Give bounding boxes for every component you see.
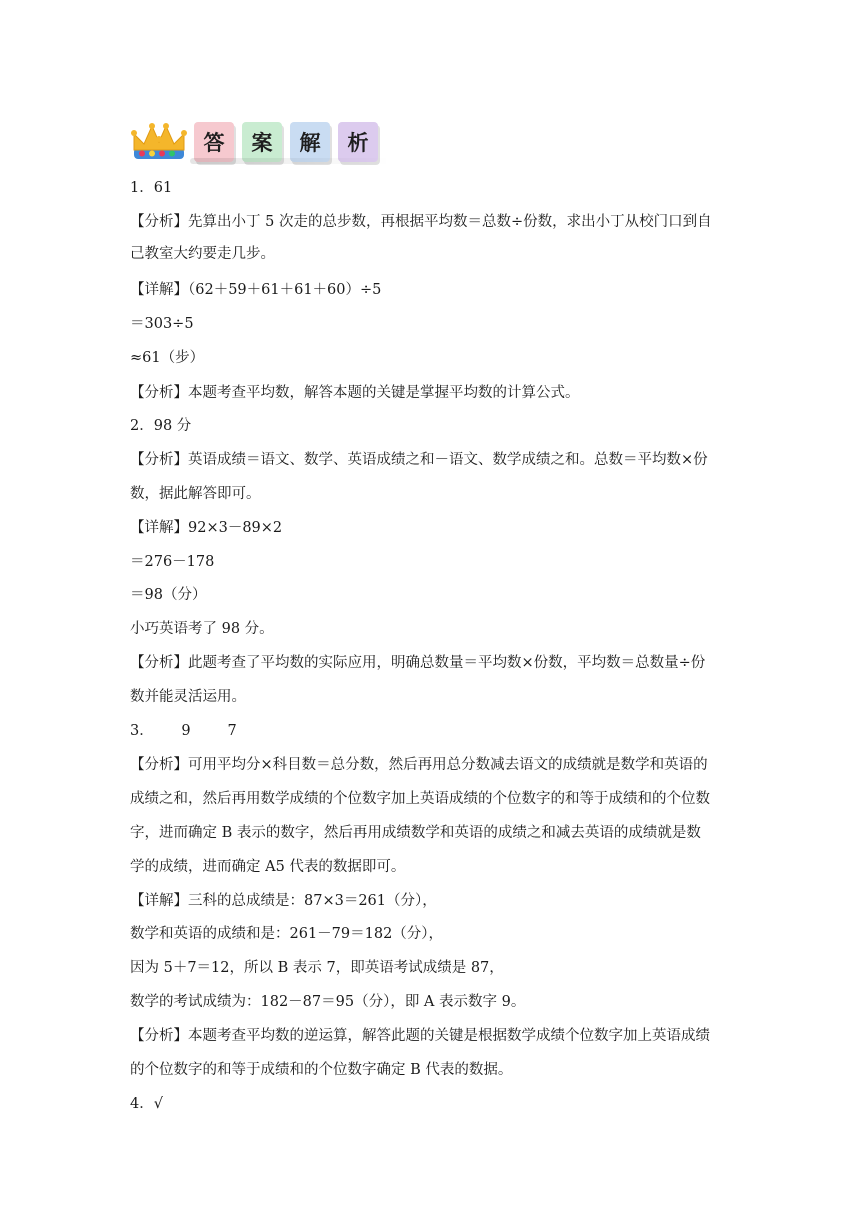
q2-comment-line-2: 数并能灵活运用。 bbox=[130, 689, 246, 705]
q1-analysis-line-2: 己教室大约要走几步。 bbox=[130, 246, 275, 262]
q1-detail-line-2: ＝303÷5 bbox=[130, 316, 194, 332]
q3-comment-line-1: 【分析】本题考查平均数的逆运算，解答此题的关键是根据数学成绩个位数字加上英语成绩 bbox=[130, 1028, 710, 1044]
q1-detail-line-3: ≈61（步） bbox=[130, 350, 205, 366]
q3-detail-line-3: 因为 5＋7＝12，所以 B 表示 7，即英语考试成绩是 87， bbox=[130, 960, 504, 976]
q3-comment-line-2: 的个位数字的和等于成绩和的个位数字确定 B 代表的数据。 bbox=[130, 1062, 513, 1078]
q2-detail-line-1: 【详解】92×3－89×2 bbox=[130, 520, 283, 536]
q2-analysis-line-2: 数，据此解答即可。 bbox=[130, 486, 261, 502]
q3-analysis-line-3: 字，进而确定 B 表示的数字，然后再用成绩数学和英语的成绩之和减去英语的成绩就是数 bbox=[130, 825, 701, 841]
crown-icon bbox=[130, 122, 188, 162]
q2-detail-line-2: ＝276－178 bbox=[130, 554, 215, 570]
banner-tile-2: 案 bbox=[242, 122, 282, 162]
q3-detail-line-4: 数学的考试成绩为：182－87＝95（分），即 A 表示数字 9。 bbox=[130, 994, 526, 1010]
answer-analysis-banner bbox=[130, 118, 386, 162]
q3-detail-line-1: 【详解】三科的总成绩是：87×3＝261（分）， bbox=[130, 893, 437, 909]
q3-analysis-line-4: 学的成绩，进而确定 A5 代表的数据即可。 bbox=[130, 859, 406, 875]
q2-analysis-line-1: 【分析】英语成绩＝语文、数学、英语成绩之和－语文、数学成绩之和。总数＝平均数×份 bbox=[130, 452, 708, 468]
q3-answer: 3． 9 7 bbox=[130, 723, 237, 739]
q2-comment-line-1: 【分析】此题考查了平均数的实际应用，明确总数量＝平均数×份数，平均数＝总数量÷份 bbox=[130, 655, 706, 671]
banner-tile-1: 答 bbox=[194, 122, 234, 162]
q3-analysis-line-1: 【分析】可用平均分×科目数＝总分数，然后再用总分数减去语文的成绩就是数学和英语的 bbox=[130, 757, 708, 773]
q2-detail-line-3: ＝98（分） bbox=[130, 587, 207, 603]
banner-tile-4: 析 bbox=[338, 122, 378, 162]
q4-answer: 4．√ bbox=[130, 1096, 163, 1112]
q1-answer: 1．61 bbox=[130, 180, 173, 196]
q3-analysis-line-2: 成绩之和，然后再用数学成绩的个位数字加上英语成绩的个位数字的和等于成绩和的个位数 bbox=[130, 791, 710, 807]
q1-detail-line-1: 【详解】（62＋59＋61＋61＋60）÷5 bbox=[130, 282, 382, 298]
q1-comment: 【分析】本题考查平均数，解答本题的关键是掌握平均数的计算公式。 bbox=[130, 385, 580, 401]
q1-analysis-line-1: 【分析】先算出小丁 5 次走的总步数，再根据平均数＝总数÷份数，求出小丁从校门口到自 bbox=[130, 214, 712, 230]
banner-tile-3: 解 bbox=[290, 122, 330, 162]
q3-detail-line-2: 数学和英语的成绩和是：261－79＝182（分）， bbox=[130, 926, 444, 942]
banner-shadow bbox=[190, 158, 390, 164]
q2-conclusion: 小巧英语考了 98 分。 bbox=[130, 621, 274, 637]
q2-answer: 2．98 分 bbox=[130, 418, 192, 434]
